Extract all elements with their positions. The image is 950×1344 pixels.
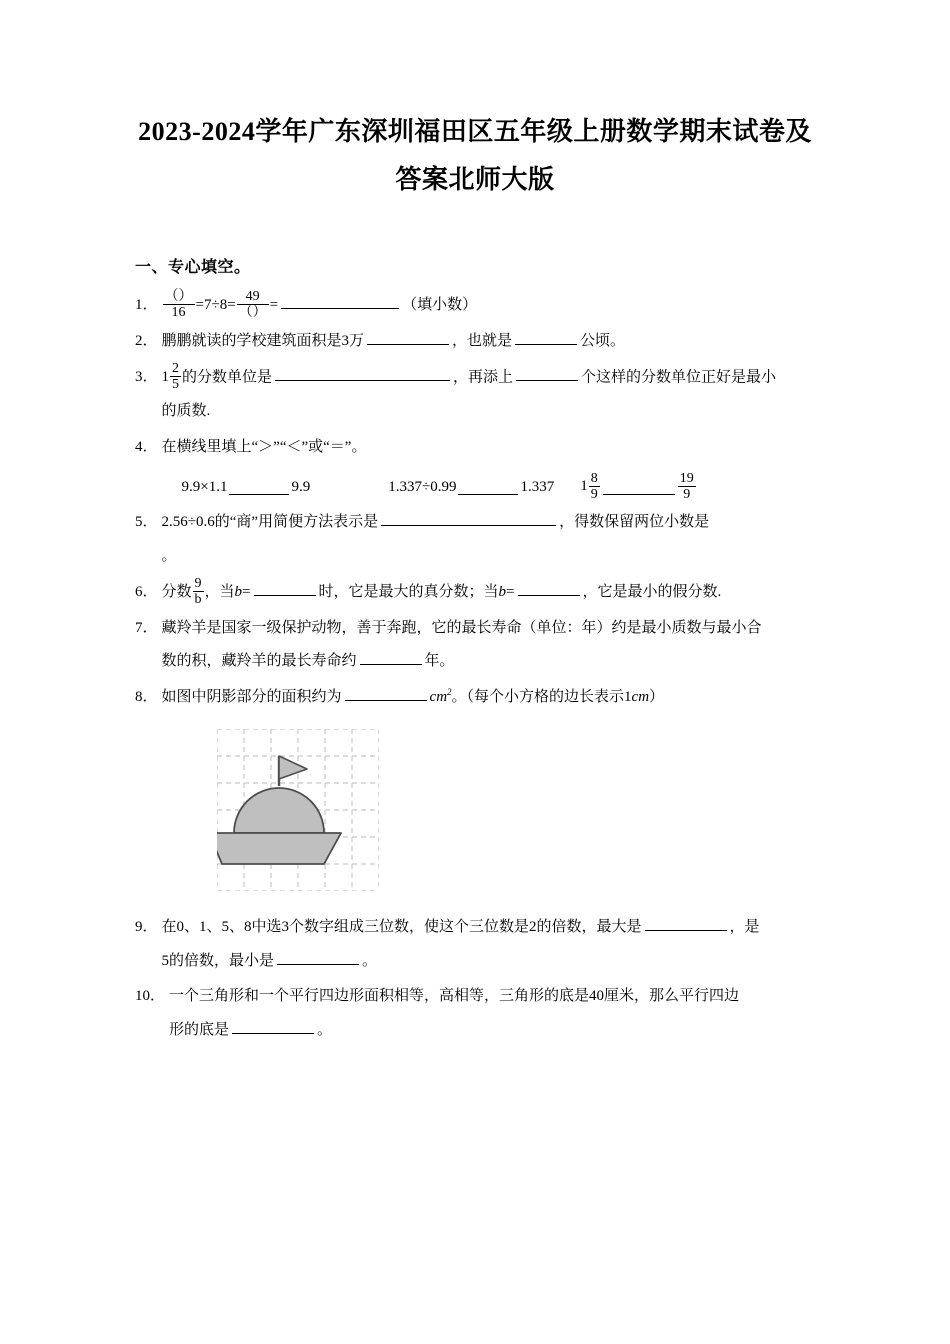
mixed-whole-part: 1 <box>580 478 588 495</box>
question-item-4 <box>135 431 850 505</box>
comparison-answer-blank[interactable] <box>458 479 518 495</box>
answer-blank[interactable] <box>254 580 316 596</box>
fraction-numerator: 49 <box>237 289 269 305</box>
fraction-numerator: （） <box>164 289 193 305</box>
fraction-numerator: 2 <box>172 360 180 376</box>
q10-text-b: 形的底是 <box>169 1022 230 1039</box>
q2-text-c: 公顷。 <box>580 332 626 349</box>
q6-variable-1: b <box>234 583 243 600</box>
answer-blank[interactable] <box>360 649 422 665</box>
comparison-pair-2 <box>388 471 554 505</box>
q10-text-c: 。 <box>317 1022 333 1039</box>
question-body-5 <box>162 506 850 574</box>
q8-text-c: ） <box>649 689 665 706</box>
question-body-1 <box>162 289 850 323</box>
q6-text-a: 分数 <box>161 583 192 600</box>
q3-text-b: ，再添上 <box>453 369 514 386</box>
question-body-7 <box>162 612 850 680</box>
fraction-denominator: 9 <box>590 486 598 502</box>
page-title-line-1: 2023-2024学年广东深圳福田区五年级上册数学期末试卷及 <box>138 117 812 146</box>
q6-text-d: 时，它是最大的真分数；当 <box>318 583 499 600</box>
semicircle-dome <box>234 788 324 833</box>
q6-text-e: = <box>506 583 515 600</box>
comparison-left-2: 1.337÷0.99 <box>388 478 457 495</box>
answer-blank[interactable] <box>518 580 580 596</box>
q2-text-a: 鹏鹏就读的学校建筑面积是3万 <box>161 332 365 349</box>
q9-text-b: ，是 <box>729 918 760 935</box>
comparison-right-2: 1.337 <box>520 478 555 495</box>
answer-blank[interactable] <box>645 915 727 931</box>
q1-equals-sign: = <box>269 297 279 314</box>
q3-text-a: 的分数单位是 <box>182 369 273 386</box>
comparison-left-1: 9.9×1.1 <box>181 478 228 495</box>
comparison-right-1: 9.9 <box>291 478 311 495</box>
answer-blank[interactable] <box>345 685 427 701</box>
fraction-numerator: 9 <box>194 575 202 591</box>
question-body-3 <box>162 361 850 429</box>
q2-text-b: ，也就是 <box>452 332 513 349</box>
question-number-9: 9． <box>135 918 158 935</box>
question-item-7 <box>135 612 850 680</box>
comparison-pair-1 <box>182 471 311 505</box>
fraction-denominator: 16 <box>171 305 186 321</box>
answer-blank[interactable] <box>232 1018 314 1034</box>
mixed-whole-part: 1 <box>161 368 170 385</box>
answer-blank[interactable] <box>367 329 449 345</box>
question-8-figure-wrapper <box>162 715 850 909</box>
q9-text-d: 。 <box>362 952 378 969</box>
page-title <box>100 0 850 204</box>
q5-text-c: 。 <box>161 548 177 565</box>
question-number-8: 8． <box>135 689 158 706</box>
fraction-numerator: 8 <box>590 470 598 486</box>
fraction-blank-over-16 <box>163 289 195 320</box>
q1-hint: （填小数） <box>402 297 478 314</box>
question-item-2 <box>135 325 850 359</box>
question-item-10 <box>135 980 850 1048</box>
question-item-9 <box>135 911 850 979</box>
comparison-answer-blank[interactable] <box>229 479 289 495</box>
q10-text-a: 一个三角形和一个平行四边形面积相等，高相等，三角形的底是40厘米，那么平行四边 <box>169 988 740 1005</box>
mixed-fraction-part <box>589 471 600 502</box>
q9-text-c: 5的倍数，最小是 <box>161 952 275 969</box>
q8-text-a: 如图中阴影部分的面积约为 <box>161 689 342 706</box>
question-body-6 <box>162 576 850 610</box>
trapezoid-hull <box>217 833 341 864</box>
answer-blank[interactable] <box>516 365 578 381</box>
question-item-1 <box>135 289 850 323</box>
q3-text-d: 的质数. <box>161 402 211 419</box>
q4-prompt: 在横线里填上“＞”“＜”或“＝”。 <box>161 438 367 455</box>
answer-blank[interactable] <box>275 365 450 381</box>
comparison-pair-3 <box>580 470 697 504</box>
fraction-numerator: 19 <box>679 470 694 486</box>
answer-blank[interactable] <box>281 293 399 309</box>
answer-blank[interactable] <box>381 510 556 526</box>
q7-text-a: 藏羚羊是国家一级保护动物，善于奔跑，它的最长寿命（单位：年）约是最小质数与最小合 <box>161 619 762 636</box>
shaded-boat-figure <box>217 729 379 891</box>
q5-text-b: ，得数保留两位小数是 <box>559 514 710 531</box>
q6-text-b: ，当 <box>204 583 235 600</box>
q1-middle-expression: =7÷8= <box>195 297 236 314</box>
section-heading-fill-in-blanks: 一、专心填空。 <box>135 259 251 277</box>
fraction-49-over-blank <box>237 289 269 320</box>
q6-text-f: ，它是最小的假分数. <box>582 583 722 600</box>
question-number-6: 6． <box>135 583 158 600</box>
question-number-7: 7． <box>135 619 158 636</box>
fraction-nine-over-b <box>193 576 204 607</box>
mixed-fraction-part <box>170 361 181 392</box>
q3-text-c: 个这样的分数单位正好是最小 <box>581 369 777 386</box>
fraction-denominator: 9 <box>683 486 691 502</box>
mixed-number-one-and-two-fifths <box>162 361 183 395</box>
q5-text-a: 2.56÷0.6的“商”用简便方法表示是 <box>161 514 379 531</box>
page-title-line-2: 答案北师大版 <box>395 165 555 195</box>
fraction-denominator: （） <box>238 305 267 321</box>
q4-comparison-row <box>162 464 850 504</box>
question-body-9 <box>162 911 850 979</box>
question-body-4 <box>162 431 850 505</box>
answer-blank[interactable] <box>277 949 359 965</box>
question-number-1: 1． <box>135 297 158 314</box>
question-item-8 <box>135 681 850 909</box>
q7-text-c: 年。 <box>424 653 455 670</box>
q6-text-c: = <box>242 583 251 600</box>
fraction-denominator: 5 <box>172 377 180 393</box>
q8-unit-inline: cm <box>631 689 650 706</box>
q8-text-b: 。（每个小方格的边长表示1 <box>451 689 632 706</box>
question-number-2: 2． <box>135 332 158 349</box>
question-number-10: 10． <box>135 988 166 1005</box>
q8-unit-exponent: 2 <box>447 687 452 698</box>
question-item-3 <box>135 361 850 429</box>
question-item-6 <box>135 576 850 610</box>
question-body-8 <box>162 681 850 909</box>
q8-unit: cm <box>429 689 448 706</box>
mixed-number-one-and-eight-ninths <box>580 470 601 504</box>
question-number-4: 4． <box>135 438 158 455</box>
comparison-answer-blank[interactable] <box>603 479 675 495</box>
q6-variable-2: b <box>498 583 507 600</box>
q7-text-b: 数的积，藏羚羊的最长寿命约 <box>161 653 357 670</box>
answer-blank[interactable] <box>515 329 577 345</box>
question-list <box>100 277 850 1048</box>
question-body-10 <box>169 980 850 1048</box>
q9-text-a: 在0、1、5、8中选3个数字组成三位数，使这个三位数是2的倍数，最大是 <box>161 918 642 935</box>
fraction-denominator: b <box>194 592 202 608</box>
question-number-3: 3． <box>135 368 158 385</box>
question-item-5 <box>135 506 850 574</box>
question-number-5: 5． <box>135 514 158 531</box>
flag-triangle <box>279 756 307 779</box>
fraction-nineteen-ninths <box>678 471 696 502</box>
question-body-2 <box>162 325 850 359</box>
